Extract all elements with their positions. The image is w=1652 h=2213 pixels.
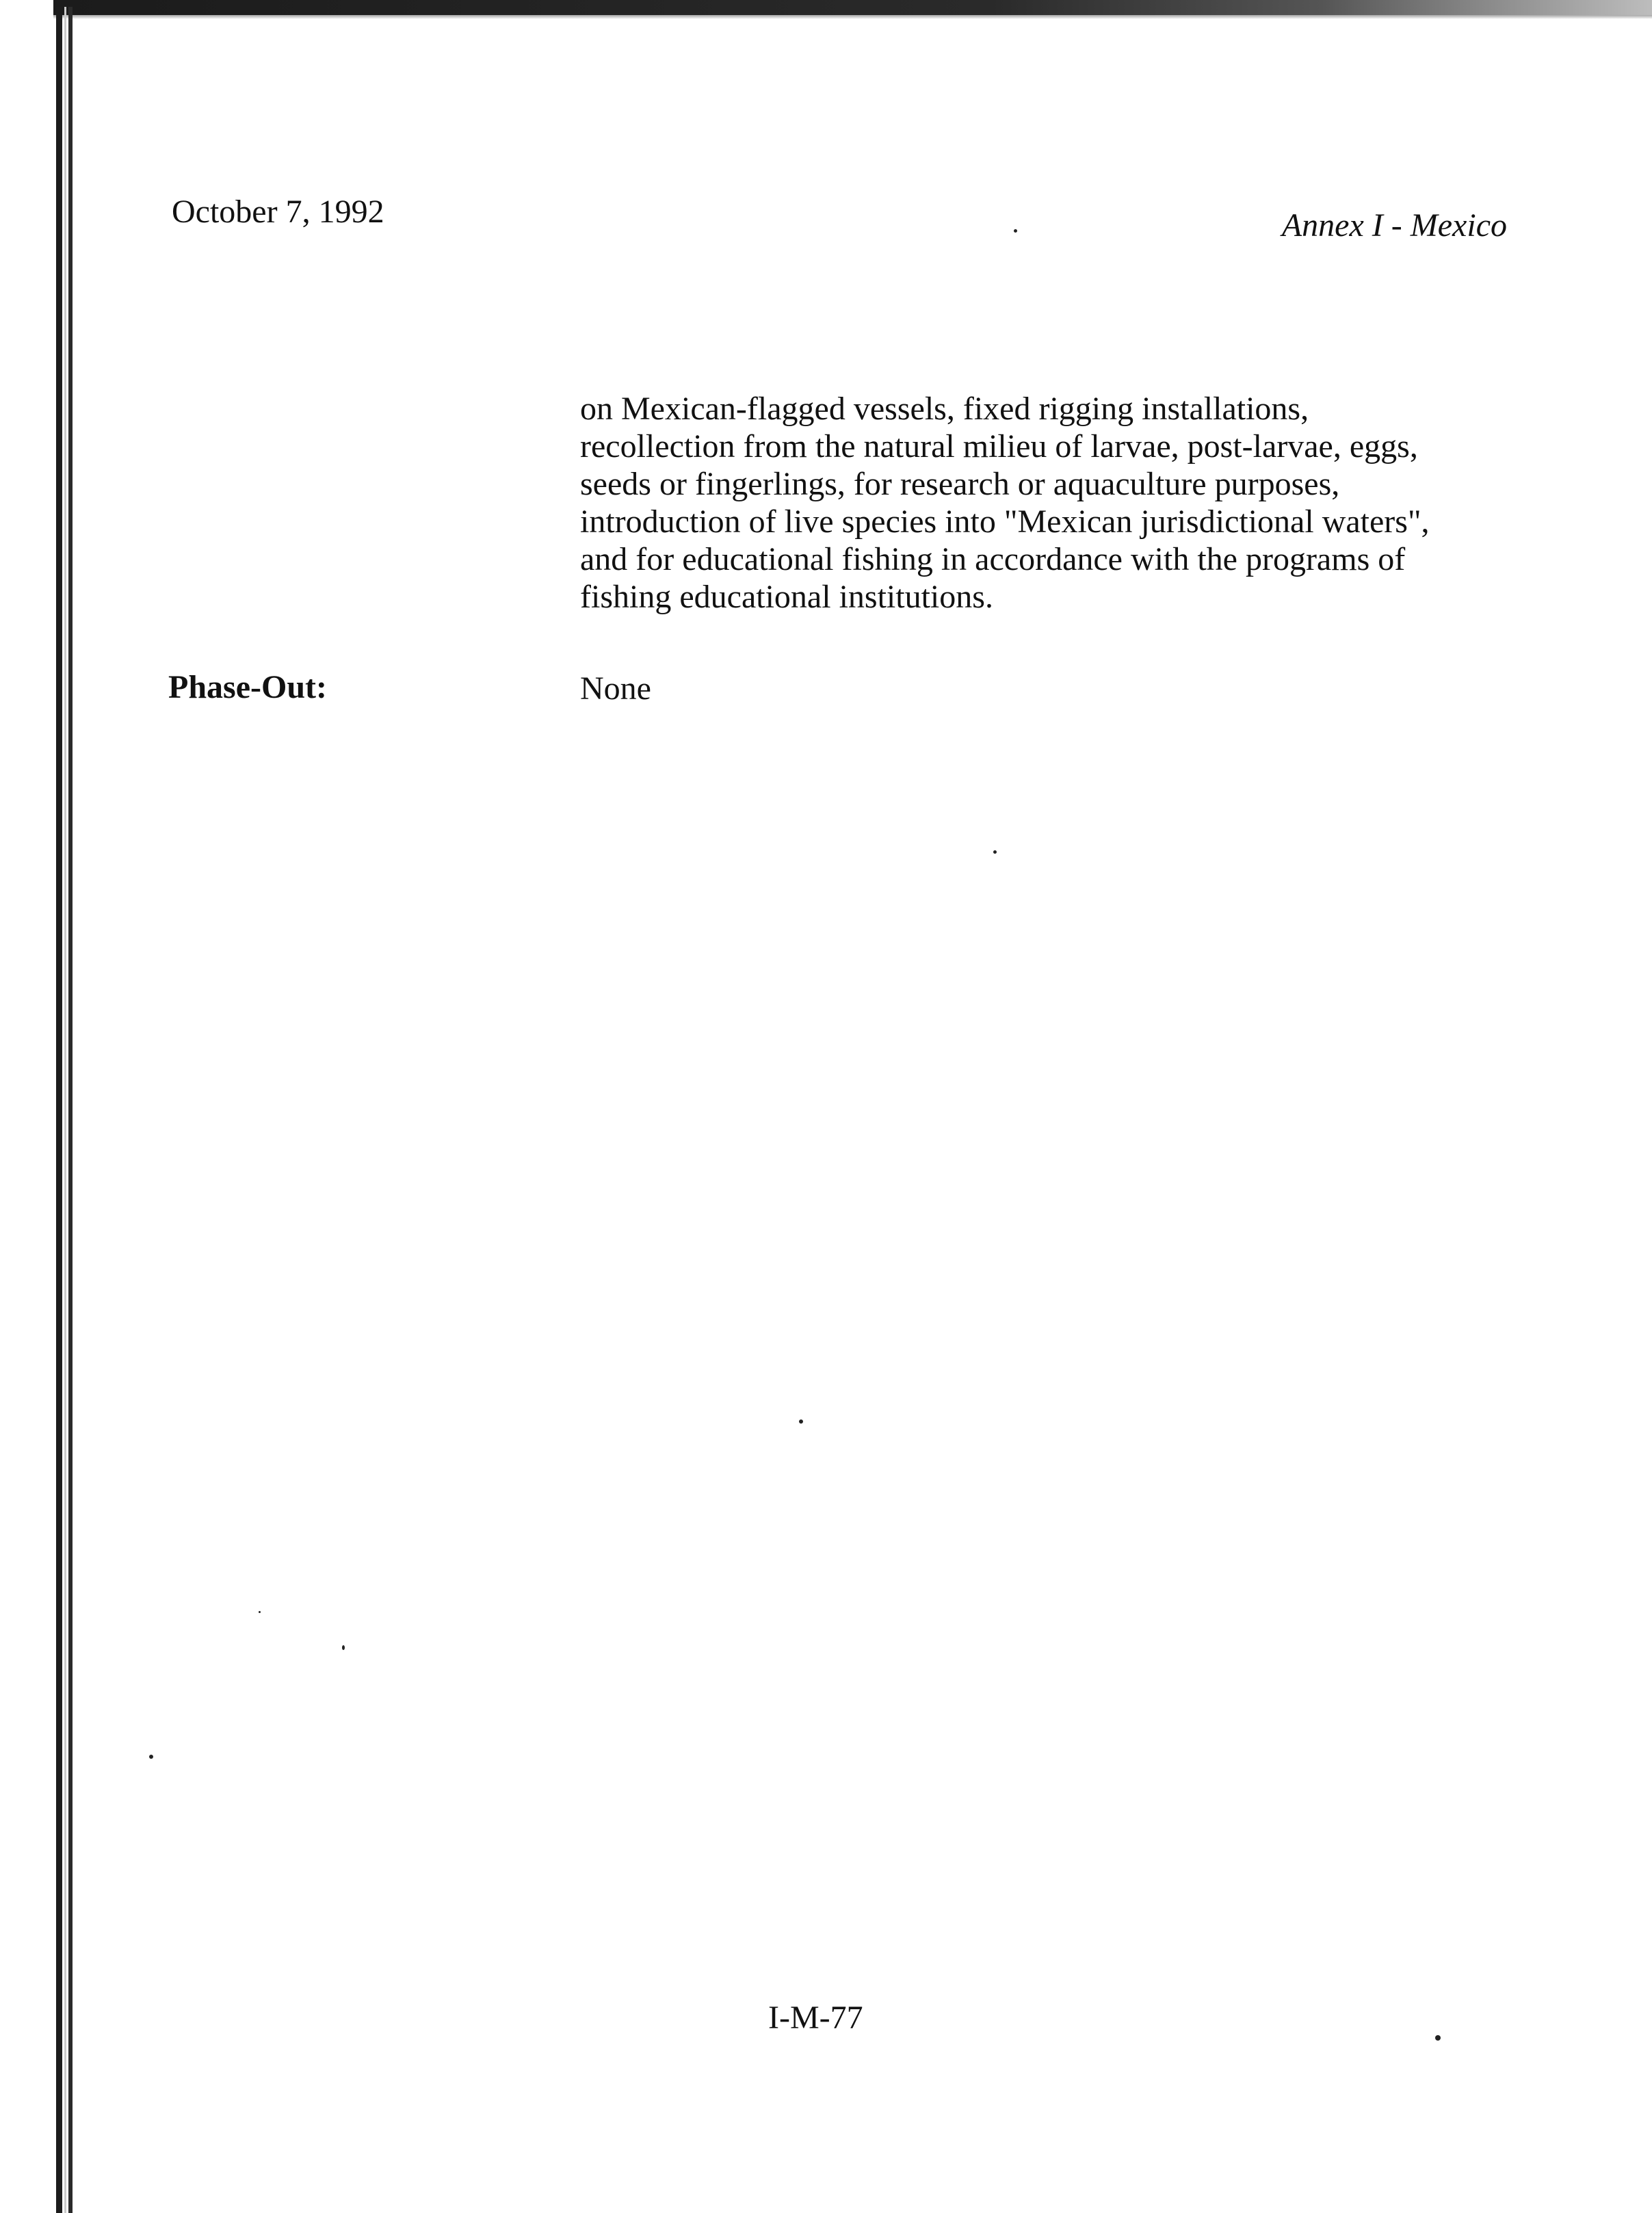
phase-out-value: None: [580, 670, 651, 707]
scan-speck: [149, 1755, 153, 1759]
body-line: seeds or fingerlings, for research or aquaculture purposes,: [580, 466, 1340, 502]
body-line: introduction of live species into "Mexican jurisdictional waters",: [580, 503, 1430, 540]
document-date: October 7, 1992: [172, 194, 384, 230]
phase-out-label: Phase-Out:: [168, 669, 327, 705]
scan-speck: [993, 850, 997, 854]
body-paragraph: [580, 390, 1524, 616]
binding-shadow-line: [68, 7, 73, 2213]
page-margin: [0, 0, 53, 2213]
binding-highlight-line: [64, 7, 66, 2213]
binding-shadow-line: [56, 7, 62, 2213]
body-line: on Mexican-flagged vessels, fixed rigging installations,: [580, 391, 1309, 427]
body-line: fishing educational institutions.: [580, 579, 993, 615]
scan-top-edge: [0, 0, 1652, 15]
scan-speck: [342, 1645, 345, 1650]
page-number: I-M-77: [768, 2000, 863, 2036]
scan-speck: [259, 1611, 261, 1613]
scan-speck: [1014, 229, 1017, 233]
annex-title: Annex I - Mexico: [1281, 207, 1507, 244]
scan-speck: [799, 1419, 803, 1424]
body-line: recollection from the natural milieu of larvae, post-larvae, eggs,: [580, 428, 1418, 464]
scan-speck: [1435, 2035, 1441, 2041]
body-line: and for educational fishing in accordance with the programs of: [580, 541, 1406, 577]
